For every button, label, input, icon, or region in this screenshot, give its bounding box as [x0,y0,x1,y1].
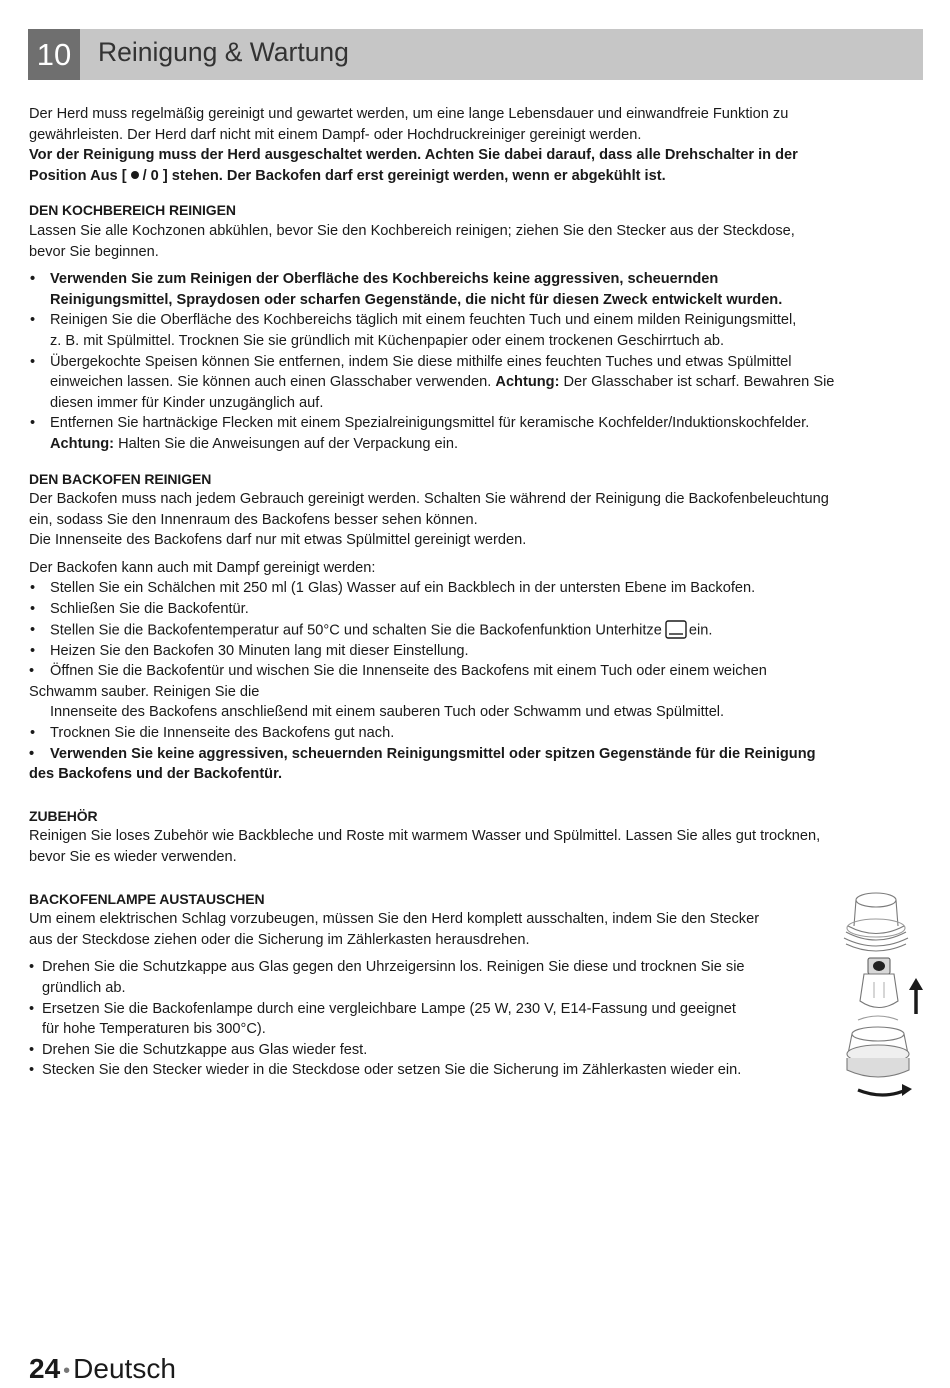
paragraph: ein, sodass Sie den Innenraum des Backofens besser sehen können. [29,511,478,528]
list-item: • Übergekochte Speisen können Sie entfernen, indem Sie diese mithilfe eines feuchten Tuches und etwas Spülmittel einweichen lassen. Sie können auch einen Glasschaber verwenden. Achtung: Der Glasschaber ist scharf. Bewahren Sie diesen immer für Kinder unzugänglich auf. [29,352,919,414]
kochbereich-list [29,269,919,454]
paragraph: Um einem elektrischen Schlag vorzubeugen, müssen Sie den Herd komplett ausschalten, indem Sie den Stecker [29,911,760,928]
list-item: • Entfernen Sie hartnäckige Flecken mit einem Spezialreinigungsmittel für keramische Kochfelder/Induktionskochfelder. Achtung: Halten Sie die Anweisungen auf der Verpackung ein. [29,413,919,454]
intro-line: gewährleisten. Der Herd darf nicht mit einem Dampf- oder Hochdruckreiniger gereinigt werden. [29,126,642,143]
intro-warning: Vor der Reinigung muss der Herd ausgeschaltet werden. Achten Sie dabei darauf, dass alle Drehschalter in der [29,147,798,164]
list-item: • Stellen Sie die Backofentemperatur auf 50°C und schalten Sie die Backofenfunktion Unterhitze ein. [29,620,919,641]
section-lampe [29,889,919,1081]
light-bulb-icon [860,958,898,1008]
paragraph: Reinigen Sie loses Zubehör wie Backbleche und Roste mit warmem Wasser und Spülmittel. Lassen Sie alles gut trocknen, [29,828,821,845]
list-item: • Stellen Sie ein Schälchen mit 250 ml (1 Glas) Wasser auf ein Backblech in der untersten Ebene im Backofen. [29,578,919,599]
paragraph: aus der Steckdose ziehen oder die Sicherung im Zählerkasten herausdrehen. [29,931,530,948]
page-content [29,104,919,1081]
list-item: • Ersetzen Sie die Backofenlampe durch eine vergleichbare Lampe (25 W, 230 V, E14-Fassung und geeignet für hohe Temperaturen bis 300°C). [29,999,819,1040]
off-position-dot-icon [131,171,139,179]
list-item: • Öffnen Sie die Backofentür und wischen Sie die Innenseite des Backofens mit einem Tuch oder einem weichen Schwamm sauber. Reinigen Sie die [29,663,767,700]
list-item-continuation: Innenseite des Backofens anschließend mit einem sauberen Tuch oder Schwamm und etwas Spülmittel. [50,704,725,721]
glass-cap-icon [844,893,908,951]
chapter-header [28,29,923,80]
list-item: • Verwenden Sie zum Reinigen der Oberfläche des Kochbereichs keine aggressiven, scheuernden Reinigungsmittel, Spraydosen oder scharfen Gegenstände, die nicht für diesen Zweck entwickelt wurden. [29,269,919,310]
paragraph: Der Backofen kann auch mit Dampf gereinigt werden: [29,559,376,576]
paragraph: bevor Sie beginnen. [29,243,159,260]
section-backofen [29,469,919,785]
section-kochbereich [29,200,919,454]
bottom-heat-icon [665,620,687,639]
chapter-title: Reinigung & Wartung [98,37,349,67]
chapter-number: 10 [28,29,80,80]
intro-line: Der Herd muss regelmäßig gereinigt und gewartet werden, um eine lange Lebensdauer und einwandfreie Funktion zu [29,106,789,122]
page-footer [29,1352,176,1388]
list-item: • Schließen Sie die Backofentür. [29,599,919,620]
intro-section [29,104,919,186]
section-zubehoer [29,806,919,868]
steam-steps [29,578,919,784]
footer-separator: • [63,1359,71,1382]
section-heading: DEN KOCHBEREICH REINIGEN [29,202,236,219]
paragraph: Der Backofen muss nach jedem Gebrauch gereinigt werden. Schalten Sie während der Reinigung die Backofenbeleuchtung [29,491,829,508]
list-item: • Verwenden Sie keine aggressiven, scheuernden Reinigungsmittel oder spitzen Gegenstände für die Reinigung des Backofens und der Backofentür. [29,745,816,783]
page-number: 24 [29,1353,61,1384]
list-item: • Trocknen Sie die Innenseite des Backofens gut nach. [29,723,919,744]
lamp-socket-icon [847,1016,909,1077]
lamp-replacement-illustration [838,886,928,1106]
paragraph: Die Innenseite des Backofens darf nur mit etwas Spülmittel gereinigt werden. [29,532,527,549]
section-heading: ZUBEHÖR [29,807,98,824]
list-item: • Reinigen Sie die Oberfläche des Kochbereichs täglich mit einem feuchten Tuch und einem milden Reinigungsmittel, z. B. mit Spülmittel. Trocknen Sie sie gründlich mit Küchenpapier oder einem trockenen Geschirrtuch ab. [29,310,919,351]
section-heading: DEN BACKOFEN REINIGEN [29,470,212,487]
intro-warning: Position Aus [ / 0 ] stehen. Der Backofen darf erst gereinigt werden, wenn er abgekühlt ist. [29,167,666,184]
list-item: • Stecken Sie den Stecker wieder in die Steckdose oder setzen Sie die Sicherung im Zählerkasten wieder ein. [29,1060,819,1081]
lampe-list [29,957,819,1081]
list-item: • Heizen Sie den Backofen 30 Minuten lang mit dieser Einstellung. [29,641,919,662]
up-arrow-icon [909,978,923,1014]
list-item: • Drehen Sie die Schutzkappe aus Glas wieder fest. [29,1040,819,1061]
footer-language: Deutsch [73,1353,176,1384]
section-heading: BACKOFENLAMPE AUSTAUSCHEN [29,890,265,907]
paragraph: Lassen Sie alle Kochzonen abkühlen, bevor Sie den Kochbereich reinigen; ziehen Sie den Stecker aus der Steckdose, [29,222,795,239]
list-item: • Drehen Sie die Schutzkappe aus Glas gegen den Uhrzeigersinn los. Reinigen Sie diese und trocknen Sie sie gründlich ab. [29,957,819,998]
rotation-arrow-icon [858,1084,912,1096]
paragraph: bevor Sie es wieder verwenden. [29,849,237,865]
